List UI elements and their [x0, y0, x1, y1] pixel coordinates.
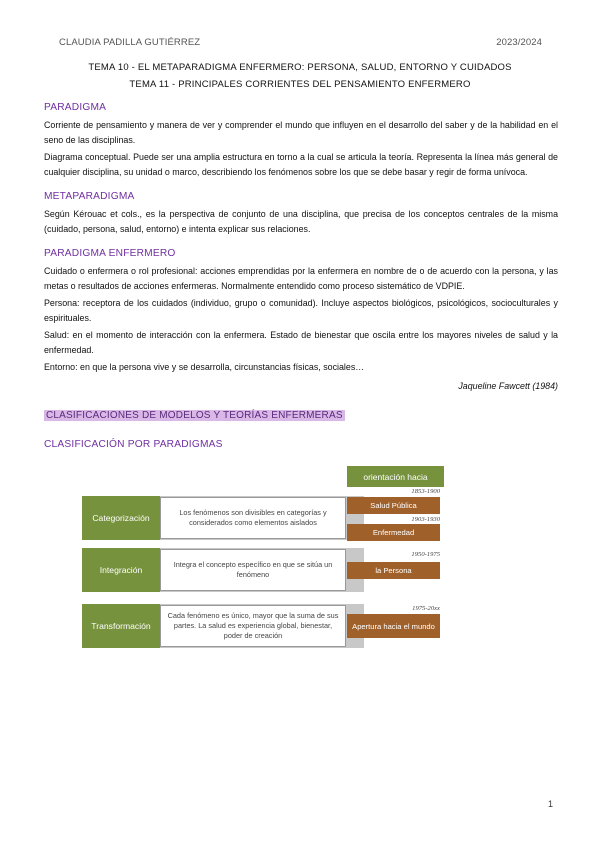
description-categorizacion: Los fenómenos son divisibles en categorías y considerados como elementos aislados [160, 497, 346, 539]
heading-paradigma: PARADIGMA [44, 102, 107, 113]
header-author: CLAUDIA PADILLA GUTIÉRREZ [59, 37, 201, 48]
heading-metaparadigma: METAPARADIGMA [44, 191, 135, 202]
orientation-box: Enfermedad [347, 524, 440, 541]
header-year: 2023/2024 [496, 37, 542, 48]
category-categorizacion: Categorización [82, 496, 160, 540]
orientation-box: Salud Pública [347, 497, 440, 514]
orientation-box: Apertura hacia el mundo [347, 614, 440, 638]
heading-clasificacion-paradigmas: CLASIFICACIÓN POR PARADIGMAS [44, 438, 223, 450]
category-transformacion: Transformación [82, 604, 160, 648]
paradigma-paragraph-1: Corriente de pensamiento y manera de ver y comprender el mundo que influyen en el desarrollo del saber y de la habilidad en el seno de las disciplinas. [44, 120, 558, 145]
year-range: 1950-1975 [411, 551, 440, 558]
metaparadigma-paragraph: Según Kérouac et cols., es la perspectiva de conjunto de una disciplina, que precisa de los conceptos centrales de la misma (cuidado, persona, salud, entorno) e intenta explicar sus relaciones. [44, 209, 558, 234]
citation-author: Jaqueline Fawcett (1984) [458, 380, 558, 391]
paradigms-diagram [82, 466, 444, 654]
title-tema-11: TEMA 11 - PRINCIPALES CORRIENTES DEL PENSAMIENTO ENFERMERO [129, 79, 471, 90]
entorno-paragraph: Entorno: en que la persona vive y se desarrolla, circunstancias físicas, sociales… [44, 362, 365, 372]
document-body [44, 102, 558, 450]
year-range: 1975-20xx [412, 605, 440, 612]
heading-clasificaciones: CLASIFICACIONES DE MODELOS Y TEORÍAS ENFERMERAS [46, 409, 343, 421]
persona-paragraph: Persona: receptora de los cuidados (individuo, grupo o comunidad). Incluye aspectos biológicos, psicológicos, socioculturales y espirituales. [44, 298, 558, 323]
description-integracion: Integra el concepto específico en que se sitúa un fenómeno [160, 549, 346, 591]
description-transformacion: Cada fenómeno es único, mayor que la suma de sus partes. La salud es experiencia global, bienestar, poder de creación [160, 605, 346, 647]
cuidado-paragraph: Cuidado o enfermera o rol profesional: acciones emprendidas por la enfermera en nombre de o de acuerdo con la persona, y las metas o resultados de acciones enfermeras. Normalmente entendido como proceso sistemático de VDPIE. [44, 266, 558, 291]
title-tema-10: TEMA 10 - EL METAPARADIGMA ENFERMERO: PERSONA, SALUD, ENTORNO Y CUIDADOS [88, 62, 512, 73]
paradigma-paragraph-2: Diagrama conceptual. Puede ser una amplia estructura en torno a la cual se articula la teoría. Representa la línea más general de cualquier disciplina, su unidad o marco, describiendo los fenómenos sobre los que se debe basar y regir de forma unívoca. [44, 152, 558, 177]
year-range: 1903-1930 [411, 516, 440, 523]
heading-paradigma-enfermero: PARADIGMA ENFERMERO [44, 248, 176, 259]
orientation-box: la Persona [347, 562, 440, 579]
orientation-header: orientación hacia [347, 466, 444, 487]
page-number: 1 [547, 799, 553, 809]
year-range: 1853-1900 [411, 488, 440, 495]
salud-paragraph: Salud: en el momento de interacción con la enfermera. Estado de bienestar que oscila entre los mayores niveles de salud y la enfermedad. [44, 330, 558, 355]
category-integracion: Integración [82, 548, 160, 592]
